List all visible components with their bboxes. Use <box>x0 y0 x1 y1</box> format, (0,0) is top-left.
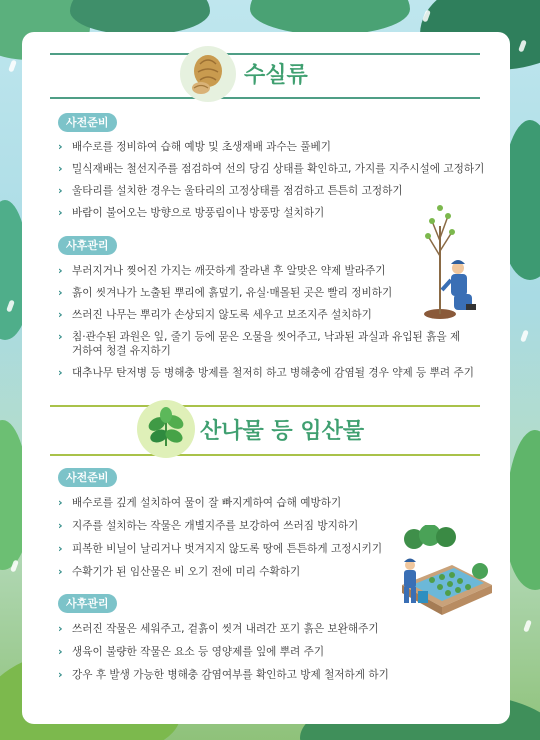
section2-prep-list <box>58 496 398 579</box>
list-item-text: 대추나무 탄저병 등 병해충 방제를 철저히 하고 병해충에 감염될 경우 약제 등 뿌려 주기 <box>72 367 474 379</box>
chevron-right-icon: › <box>58 206 63 219</box>
chevron-right-icon: › <box>58 622 63 635</box>
list-item <box>58 140 488 154</box>
tree-worker-illustration <box>418 196 488 326</box>
chevron-right-icon: › <box>58 565 63 578</box>
list-item <box>58 668 488 682</box>
chevron-right-icon: › <box>58 162 63 175</box>
chevron-right-icon: › <box>58 330 63 343</box>
list-item-text: 배수로를 깊게 설치하여 물이 잘 빠지게하여 습해 예방하기 <box>72 497 342 509</box>
list-item-text: 부러지거나 찢어진 가지는 깨끗하게 잘라낸 후 알맞은 약제 발라주기 <box>72 265 386 277</box>
leaves-icon <box>137 400 195 458</box>
list-item <box>58 519 398 533</box>
list-item-text: 쓰러진 작물은 세워주고, 겉흙이 씻겨 내려간 포기 흙은 보완해주기 <box>72 623 379 635</box>
section2-prep-badge: 사전준비 <box>58 468 117 487</box>
bg-leaf <box>505 430 540 590</box>
list-item <box>58 496 398 510</box>
chevron-right-icon: › <box>58 286 63 299</box>
list-item <box>58 286 418 300</box>
list-item <box>58 162 488 176</box>
list-item <box>58 645 488 659</box>
list-item-text: 생육이 불량한 작물은 요소 등 영양제를 잎에 뿌려 주기 <box>72 646 325 658</box>
chevron-right-icon: › <box>58 308 63 321</box>
section2-top-line <box>50 405 480 407</box>
chevron-right-icon: › <box>58 140 63 153</box>
section1-title: 수실류 <box>244 63 308 88</box>
section2-after-badge: 사후관리 <box>58 594 117 613</box>
list-item-text: 강우 후 발생 가능한 병해충 감염여부를 확인하고 방제 철저하게 하기 <box>72 669 389 681</box>
section2-title: 산나물 등 임산물 <box>200 419 365 444</box>
list-item-text: 바람이 불어오는 방향으로 방풍림이나 방풍망 설치하기 <box>72 207 325 219</box>
list-item-text: 수확기가 된 임산물은 비 오기 전에 미리 수확하기 <box>72 566 301 578</box>
section1-bottom-line <box>50 97 480 99</box>
list-item-text: 울타리를 설치한 경우는 울타리의 고정상태를 점검하고 튼튼히 고정하기 <box>72 185 403 197</box>
list-item-text: 피복한 비닐이 날리거나 벗겨지지 않도록 땅에 튼튼하게 고정시키기 <box>72 543 383 555</box>
chevron-right-icon: › <box>58 645 63 658</box>
list-item-text: 지주를 설치하는 작물은 개별지주를 보강하여 쓰러짐 방지하기 <box>72 520 359 532</box>
section2-bottom-line <box>50 454 480 456</box>
list-item <box>58 622 488 636</box>
raindrop <box>523 620 532 633</box>
section1-after-badge: 사후관리 <box>58 236 117 255</box>
list-item <box>58 542 398 556</box>
list-item-text: 쓰러진 나무는 뿌리가 손상되지 않도록 세우고 보조지주 설치하기 <box>72 309 372 321</box>
list-item-text: 흙이 씻겨나가 노출된 뿌리에 흙덮기, 유실·매몰된 곳은 빨리 정비하기 <box>72 287 393 299</box>
list-item-text: 배수로를 정비하여 습해 예방 및 초생재배 과수는 풀베기 <box>72 141 331 153</box>
raindrop <box>520 330 529 343</box>
chevron-right-icon: › <box>58 366 63 379</box>
list-item <box>58 565 398 579</box>
section1-after-list <box>58 264 474 380</box>
section1-top-line <box>50 53 480 55</box>
list-item <box>58 308 418 322</box>
list-item <box>58 330 462 358</box>
chevron-right-icon: › <box>58 668 63 681</box>
chevron-right-icon: › <box>58 184 63 197</box>
chevron-right-icon: › <box>58 542 63 555</box>
bg-leaf <box>250 0 410 35</box>
chevron-right-icon: › <box>58 496 63 509</box>
chevron-right-icon: › <box>58 264 63 277</box>
field-worker-illustration <box>392 525 497 625</box>
chevron-right-icon: › <box>58 519 63 532</box>
list-item <box>58 366 502 380</box>
section1-prep-badge: 사전준비 <box>58 113 117 132</box>
list-item <box>58 264 418 278</box>
bg-leaf <box>70 0 210 35</box>
section2-after-list <box>58 622 488 682</box>
list-item-text: 밀식재배는 철선지주를 점검하여 선의 당김 상태를 확인하고, 가지를 지주시설에 고정하기 <box>72 163 485 175</box>
raindrop <box>8 60 17 73</box>
list-item-text: 침·관수된 과원은 잎, 줄기 등에 묻은 오물을 씻어주고, 낙과된 과실과 유입된 흙을 제거하여 청결 유지하기 <box>72 331 461 357</box>
walnut-icon <box>180 46 236 102</box>
